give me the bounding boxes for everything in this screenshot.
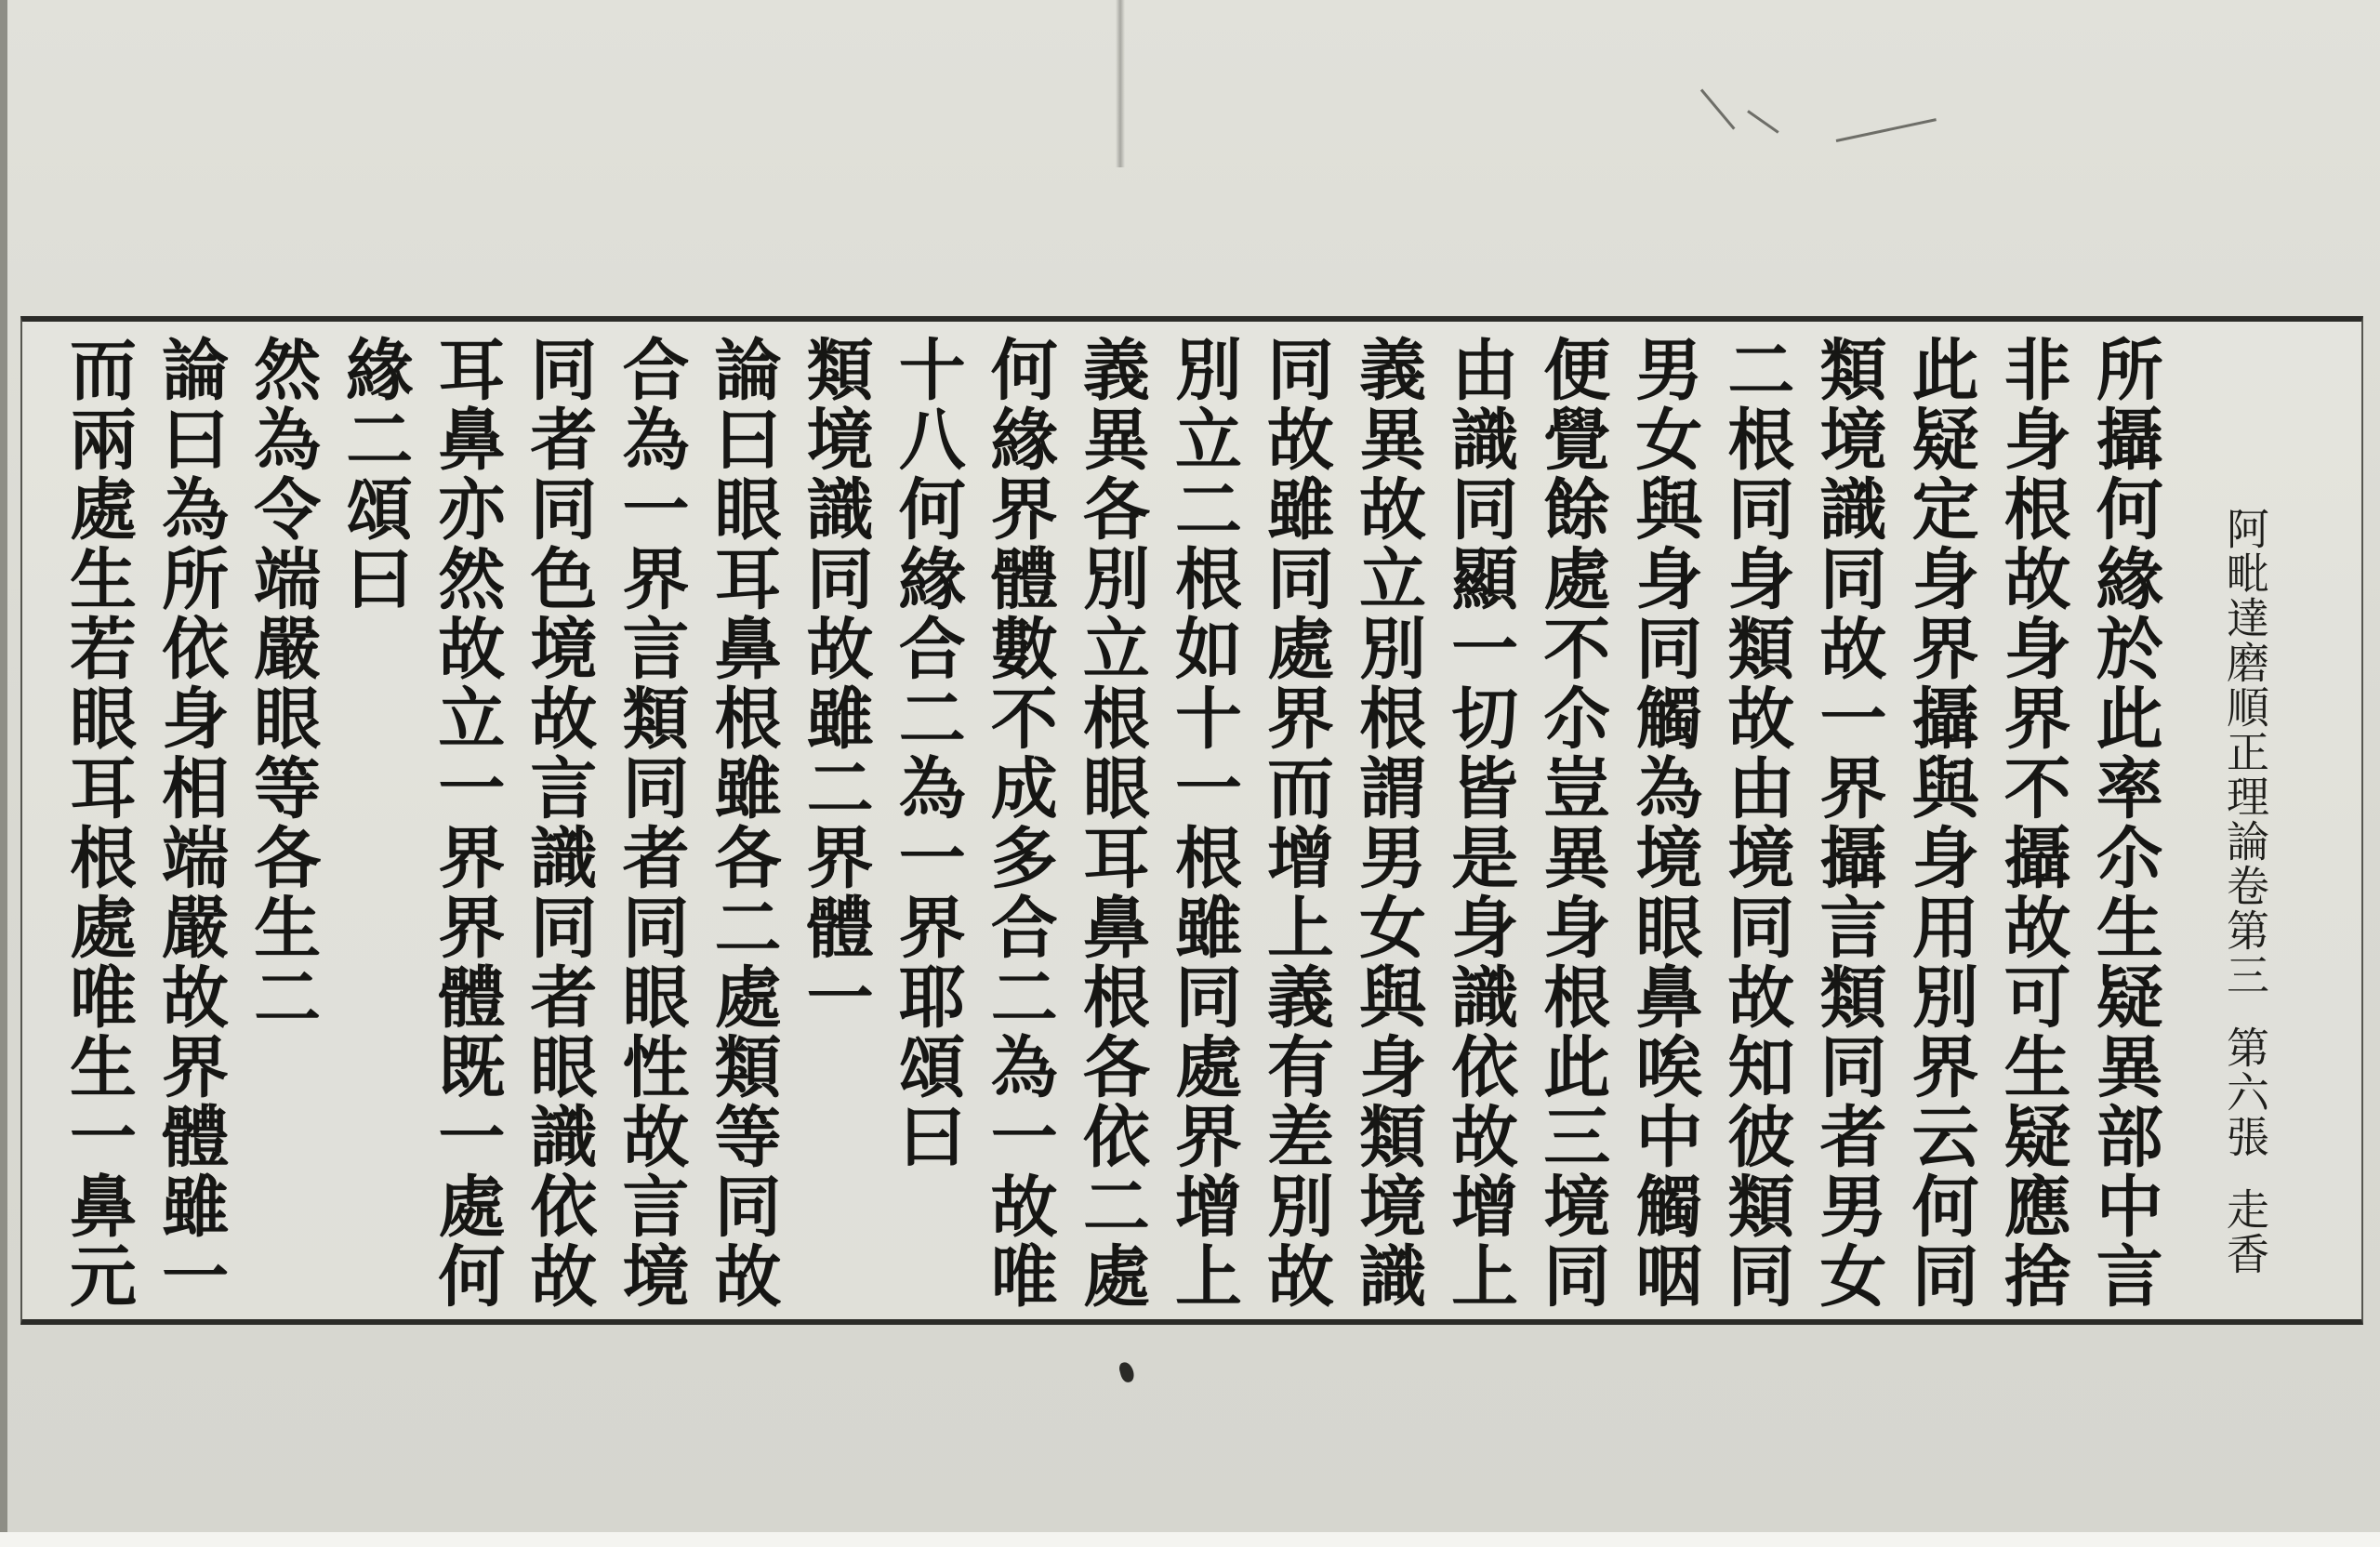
text-column: 同者同色境故言識同者眼識依故 bbox=[519, 335, 599, 1311]
text-column: 由識同顯一切皆是身識依故增上 bbox=[1440, 335, 1520, 1311]
text-column: 便覺餘處不尒豈異身根此三境同 bbox=[1532, 335, 1612, 1311]
text-column: 類境識同故雖二界體一 bbox=[795, 335, 875, 1032]
text-column: 別立二根如十一根雖同處界增上 bbox=[1163, 335, 1243, 1311]
text-column: 十八何緣合二為一界耶頌曰 bbox=[887, 335, 967, 1171]
paper-scratch-mark bbox=[1747, 110, 1778, 133]
text-column: 所攝何緣於此率尒生疑異部中言 bbox=[2084, 335, 2164, 1311]
text-column: 論曰為所依身相端嚴故界體雖一 bbox=[151, 335, 231, 1311]
text-column: 合為一界言類同者同眼性故言境 bbox=[611, 335, 691, 1311]
text-column: 男女與身同觸為境眼鼻唉中觸咽 bbox=[1624, 335, 1704, 1311]
text-column: 非身根故身界不攝故可生疑應捨 bbox=[1992, 335, 2072, 1311]
text-column: 義異各別立根眼耳鼻根各依二處 bbox=[1071, 335, 1151, 1311]
ink-blot bbox=[1117, 1361, 1135, 1384]
text-column: 然為令端嚴眼等各生二 bbox=[243, 335, 323, 1032]
paper-fold-line bbox=[1116, 0, 1125, 167]
page-bottom-edge bbox=[0, 1532, 2380, 1547]
text-column: 耳鼻亦然故立一界界體既一處何 bbox=[427, 335, 507, 1311]
text-column: 此疑定身界攝與身用別界云何同 bbox=[1900, 335, 1980, 1311]
text-column: 類境識同故一界攝言類同者男女 bbox=[1808, 335, 1888, 1311]
paper-scratch-mark bbox=[1836, 118, 1937, 142]
text-column: 論曰眼耳鼻根雖各二處類等同故 bbox=[703, 335, 783, 1311]
header-sheet-number: 第六張 bbox=[2220, 1025, 2270, 1159]
text-column: 義異故立別根謂男女與身類境識 bbox=[1348, 335, 1428, 1311]
text-column: 而兩處生若眼耳根處唯生一鼻元 bbox=[59, 335, 138, 1311]
page-header bbox=[2217, 507, 2273, 1276]
header-stamp: 走香 bbox=[2220, 1187, 2270, 1276]
text-column: 同故雖同處界而增上義有差別故 bbox=[1256, 335, 1336, 1311]
paper-scratch-mark bbox=[1700, 89, 1736, 130]
text-column: 二根同身類故由境同故知彼類同 bbox=[1716, 335, 1796, 1311]
text-column: 何緣界體數不成多合二為一故唯 bbox=[979, 335, 1059, 1311]
header-title: 阿毗達磨順正理論卷第三 bbox=[2220, 507, 2270, 998]
text-column: 緣二頌曰 bbox=[335, 335, 415, 614]
text-columns bbox=[56, 335, 2166, 1311]
page-left-edge bbox=[0, 0, 7, 1547]
